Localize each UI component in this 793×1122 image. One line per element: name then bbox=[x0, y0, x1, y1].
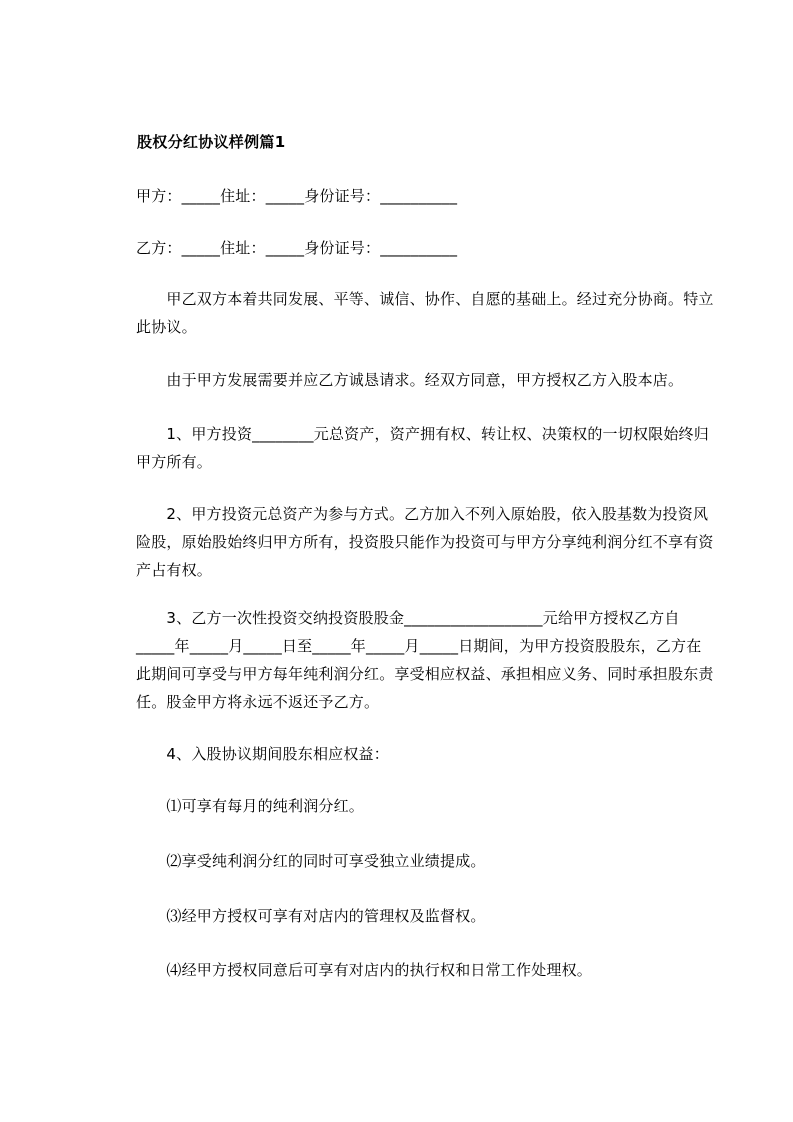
clause-2-paragraph: 2、甲方投资元总资产为参与方式。乙方加入不列入原始股，依入股基数为投资风险股，原始股始终归甲方所有，投资股只能作为投资可与甲方分享纯利润分红不享有资产占有权。 bbox=[136, 505, 714, 579]
background-paragraph: 由于甲方发展需要并应乙方诚恳请求。经双方同意，甲方授权乙方入股本店。 bbox=[136, 371, 684, 389]
rights-item-1: ⑴可享有每月的纯利润分红。 bbox=[136, 797, 365, 815]
party-a-line: 甲方：_____住址：_____身份证号：__________ bbox=[136, 187, 458, 205]
rights-item-4: ⑷经甲方授权同意后可享有对店内的执行权和日常工作处理权。 bbox=[136, 961, 593, 979]
intro-paragraph: 甲乙双方本着共同发展、平等、诚信、协作、自愿的基础上。经过充分协商。特立此协议。 bbox=[136, 290, 714, 336]
rights-item-3: ⑶经甲方授权可享有对店内的管理权及监督权。 bbox=[136, 907, 486, 925]
document-title: 股权分红协议样例篇1 bbox=[137, 133, 286, 151]
clause-1-paragraph: 1、甲方投资________元总资产，资产拥有权、转让权、决策权的一切权限始终归甲方所有。 bbox=[136, 425, 709, 471]
clause-3-paragraph: 3、乙方一次性投资交纳投资股股金__________________元给甲方授权乙方自_____年_____月_____日至_____年_____月_____日期间，为甲方投资股股东，乙方在此期间可享受与甲方每年纯利润分红。享受相应权益、承担相应义务、同时承担股东责任。股金甲方将永远不返还予乙方。 bbox=[136, 609, 714, 711]
rights-item-2: ⑵享受纯利润分红的同时可享受独立业绩提成。 bbox=[136, 852, 486, 870]
party-b-line: 乙方：_____住址：_____身份证号：__________ bbox=[136, 239, 458, 257]
clause-4-paragraph: 4、入股协议期间股东相应权益： bbox=[136, 745, 389, 763]
